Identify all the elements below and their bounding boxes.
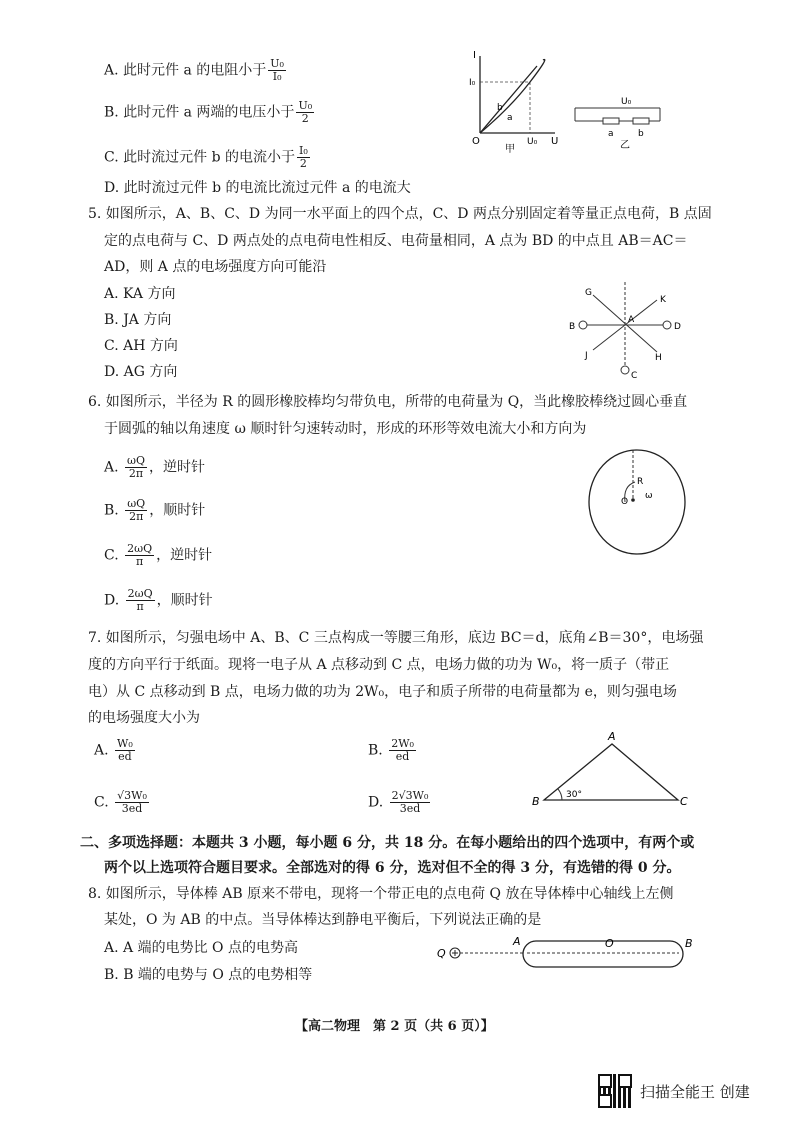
q4-option-c-text: C. 此时流过元件 b 的电流小于 <box>104 149 295 166</box>
q5-charge-c <box>621 366 629 374</box>
q6-stem-line2: 于圆弧的轴以角速度 ω 顺时针匀速转动时，形成的环形等效电流大小和方向为 <box>104 421 587 437</box>
q7-c-den: 3ed <box>121 802 143 815</box>
q8-label-a: A <box>513 935 521 948</box>
qr-finder-tr <box>618 1074 632 1088</box>
q7-stem-line4: 的电场强度大小为 <box>88 710 200 726</box>
q6-d-post: ，顺时针 <box>156 592 213 609</box>
q4-resistor-a <box>603 118 619 124</box>
q4-origin: O <box>472 136 480 147</box>
q6-c-fraction <box>125 543 154 568</box>
q5-label-j: J <box>585 351 588 361</box>
q7-b-fraction <box>389 738 416 763</box>
q8-label-o: O <box>605 937 614 950</box>
q7-a-num: W₀ <box>117 737 133 750</box>
section2-header-line2: 两个以上选项符合题目要求。全部选对的得 6 分，选对但不全的得 3 分，有选错的得 0 分。 <box>104 860 681 876</box>
q5-charge-d <box>663 321 671 329</box>
q5-charge-b <box>579 321 587 329</box>
q6-label-omega: ω <box>645 491 653 501</box>
q7-stem-line3: 电）从 C 点移动到 B 点，电场力做的功为 2W₀，电子和质子所带的电荷量都为 e，则匀强电场 <box>88 684 677 700</box>
q7-option-c: C. $\frac{\text{√3W₀}}{3ed}$ <box>94 789 147 815</box>
q6-d-fraction <box>126 588 155 613</box>
q7-stem-line1: 7. 如图所示，匀强电场中 A、B、C 三点构成一等腰三角形，底边 BC＝d，底角∠B＝30°，电场强 <box>88 630 704 646</box>
q4-c-num: I₀ <box>298 144 308 157</box>
q7-triangle <box>544 744 678 800</box>
q7-b-den: ed <box>395 750 410 763</box>
q6-c-num: 2ωQ <box>127 542 153 555</box>
q4-c-den: 2 <box>299 157 307 170</box>
q5-figure <box>565 280 695 385</box>
q5-label-k: K <box>660 295 666 305</box>
q7-option-a: A. $\frac{\text{W₀}}{ed}$ <box>94 737 133 763</box>
q6-option-b: B. $\frac{\omega Q}{2\pi}$ ，顺时针 <box>104 497 206 523</box>
q4-axis-i: I <box>473 50 476 61</box>
q5-option-c: C. AH 方向 <box>104 338 178 354</box>
q6-option-d: D. $\frac{2\omega Q}{\pi}$ ，顺时针 <box>104 587 213 613</box>
q4-a-den: I₀ <box>272 70 282 83</box>
q5-stem-line2: 定的点电荷与 C、D 两点处的点电荷电性相反、电荷量相同，A 点为 BD 的中点且 AB＝AC＝ <box>104 233 688 249</box>
q7-angle-label: 30° <box>566 790 582 800</box>
q4-b-den: 2 <box>301 112 309 125</box>
q6-b-den: 2π <box>129 510 144 523</box>
scanner-watermark: 扫描全能王 创建 <box>640 1083 750 1101</box>
q6-figure <box>585 446 695 558</box>
q7-label-c: C <box>680 795 688 808</box>
q4-circuit-a: a <box>608 129 614 139</box>
q7-option-d: D. $\frac{\text{2√3W₀}}{3ed}$ <box>368 789 429 815</box>
q7-b-num: 2W₀ <box>391 737 414 750</box>
q4-a-num: U₀ <box>270 57 284 70</box>
q4-figure <box>465 48 665 153</box>
q5-stem-line1: 5. 如图所示，A、B、C、D 为同一水平面上的四个点，C、D 两点分别固定着等量正点电荷，B 点固 <box>88 206 712 222</box>
q4-label-a: a <box>507 113 513 123</box>
q4-circuit-u0: U₀ <box>621 97 632 107</box>
qr-finder-tl <box>598 1074 612 1088</box>
q4-i0: I₀ <box>469 78 476 88</box>
q5-label-g: G <box>585 288 592 298</box>
q4-option-b <box>104 100 316 125</box>
q6-label-o: O <box>621 497 629 507</box>
q4-u0: U₀ <box>527 137 538 147</box>
q5-label-d: D <box>674 322 681 332</box>
q7-d-fraction <box>390 790 431 815</box>
q6-center-dot <box>631 498 635 502</box>
q7-a-den: ed <box>118 750 132 763</box>
q6-label-r: R <box>637 477 644 487</box>
q8-stem-line2: 某处，O 为 AB 的中点。当导体棒达到静电平衡后，下列说法正确的是 <box>104 912 542 928</box>
q7-d-den: 3ed <box>399 802 421 815</box>
q5-label-a: A <box>628 315 635 325</box>
q7-d-num: 2√3W₀ <box>391 789 429 802</box>
q4-option-c <box>104 145 312 170</box>
q8-label-b: B <box>685 937 693 950</box>
q4-option-a <box>104 58 288 83</box>
page-footer: 【高二物理 第 2 页（共 6 页）】 <box>295 1019 494 1034</box>
section2-header-line1: 二、多项选择题：本题共 3 小题，每小题 6 分，共 18 分。在每小题给出的四个选项中，有两个或 <box>80 835 695 851</box>
q6-stem-line1: 6. 如图所示，半径为 R 的圆形橡胶棒均匀带负电，所带的电荷量为 Q，当此橡胶棒绕过圆心垂直 <box>88 394 688 410</box>
q8-option-a: A. A 端的电势比 O 点的电势高 <box>104 940 298 956</box>
q7-a-fraction <box>115 738 135 763</box>
q5-stem-line3: AD，则 A 点的电场强度方向可能沿 <box>104 259 327 275</box>
q7-figure <box>530 730 690 810</box>
q8-figure <box>435 935 700 975</box>
q6-option-a: A. $\frac{\omega Q}{2\pi}$ ，逆时针 <box>104 454 206 480</box>
q4-option-d: D. 此时流过元件 b 的电流比流过元件 a 的电流大 <box>104 180 411 196</box>
q4-label-b: b <box>497 103 503 113</box>
q6-b-fraction <box>125 498 147 523</box>
q4-option-a-fraction <box>268 58 286 83</box>
q6-d-den: π <box>136 600 144 613</box>
q6-b-post: ，顺时针 <box>149 502 206 519</box>
q6-a-num: ωQ <box>127 454 146 467</box>
q4-b-num: U₀ <box>298 99 313 112</box>
q7-label-b: B <box>532 795 540 808</box>
q7-option-b: B. $\frac{\text{2W₀}}{ed}$ <box>368 737 414 763</box>
q8-label-q: Q <box>437 947 446 960</box>
q5-option-d: D. AG 方向 <box>104 364 178 380</box>
q5-label-c: C <box>631 371 638 381</box>
q6-ring <box>589 450 685 554</box>
q6-d-num: 2ωQ <box>127 587 153 600</box>
qr-code-icon <box>598 1074 632 1108</box>
q4-option-b-fraction <box>296 100 314 125</box>
q7-stem-line2: 度的方向平行于纸面。现将一电子从 A 点移动到 C 点，电场力做的功为 W₀，将一质子（带正 <box>88 657 670 673</box>
q4-option-b-text: B. 此时元件 a 两端的电压小于 <box>104 104 295 121</box>
q6-b-num: ωQ <box>127 497 146 510</box>
q6-a-den: 2π <box>128 467 144 480</box>
q7-label-a: A <box>608 730 616 743</box>
q8-stem-line1: 8. 如图所示，导体棒 AB 原来不带电，现将一个带正电的点电荷 Q 放在导体棒中心轴线上左侧 <box>88 886 674 902</box>
q7-angle-arc <box>558 789 562 800</box>
q8-option-b: B. B 端的电势与 O 点的电势相等 <box>104 967 313 983</box>
q5-option-b: B. JA 方向 <box>104 312 172 328</box>
q6-a-post: ，逆时针 <box>149 459 206 476</box>
q4-circuit-b: b <box>638 129 644 139</box>
q4-option-a-text: A. 此时元件 a 的电阻小于 <box>104 62 267 79</box>
q8-conductor-rod <box>523 941 683 967</box>
q6-c-post: ，逆时针 <box>156 547 213 564</box>
q5-label-h: H <box>655 353 662 363</box>
q7-c-fraction <box>115 790 149 815</box>
q6-c-den: π <box>136 555 144 568</box>
q4-option-c-fraction <box>297 145 310 170</box>
q4-resistor-b <box>633 118 649 124</box>
q4-fig-yi: 乙 <box>620 140 630 151</box>
q4-fig-jia: 甲 <box>505 144 515 153</box>
q4-axis-u: U <box>551 136 559 147</box>
q5-option-a: A. KA 方向 <box>104 286 176 302</box>
q5-label-b: B <box>569 322 576 332</box>
qr-finder-bl <box>598 1094 612 1108</box>
q6-a-fraction <box>125 455 147 480</box>
q7-c-num: √3W₀ <box>117 789 147 802</box>
q6-option-c: C. $\frac{2\omega Q}{\pi}$ ，逆时针 <box>104 542 213 568</box>
